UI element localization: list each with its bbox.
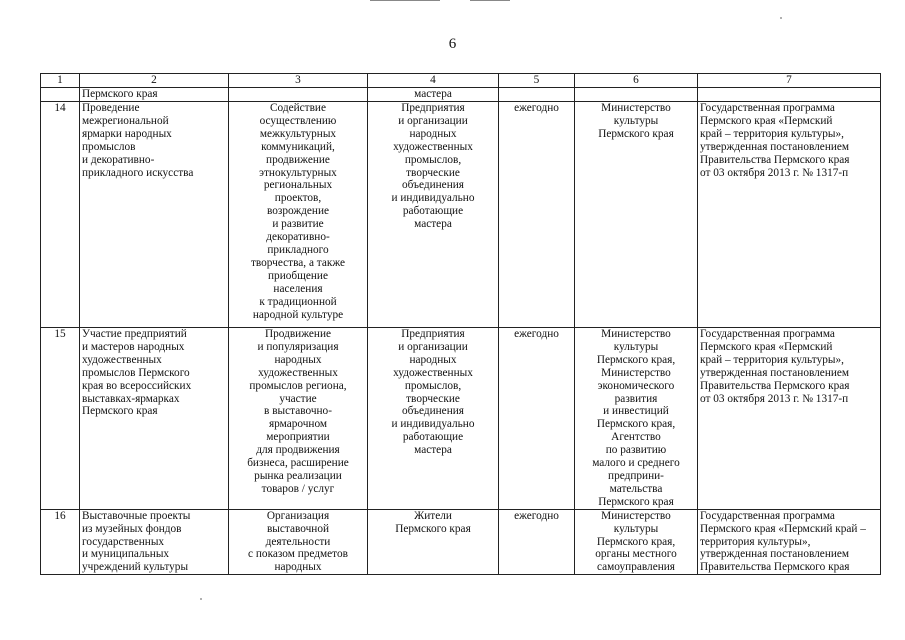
- event-participants: Предприятия и организации народных художественных промыслов, творческие объединения и индивидуально работающие мастера: [368, 328, 499, 510]
- continuation-row: [41, 88, 881, 102]
- continuation-cell: [229, 88, 368, 102]
- event-period: ежегодно: [499, 102, 575, 328]
- continuation-cell: [575, 88, 698, 102]
- scan-artifact-line: [370, 0, 440, 1]
- continuation-cell: [41, 88, 80, 102]
- scan-artifact-dot: [200, 598, 202, 600]
- table-row: [41, 102, 881, 328]
- event-name: Выставочные проекты из музейных фондов государственных и муниципальных учреждений культуры: [80, 509, 229, 575]
- header-row: [41, 74, 881, 88]
- event-participants: Жители Пермского края: [368, 509, 499, 575]
- event-period: ежегодно: [499, 328, 575, 510]
- header-cell: 1: [41, 74, 80, 88]
- continuation-cell: [499, 88, 575, 102]
- row-number: 15: [41, 328, 80, 510]
- continuation-cell: [698, 88, 881, 102]
- header-cell: 2: [80, 74, 229, 88]
- event-source: Государственная программа Пермского края «Пермский край – территория культуры», утвержденная постановлением Правительства Пермского края: [698, 509, 881, 575]
- events-table: [40, 73, 881, 575]
- header-cell: 5: [499, 74, 575, 88]
- row-number: 14: [41, 102, 80, 328]
- continuation-cell: Пермского края: [80, 88, 229, 102]
- continuation-cell: мастера: [368, 88, 499, 102]
- event-responsible: Министерство культуры Пермского края: [575, 102, 698, 328]
- event-name: Проведение межрегиональной ярмарки народных промыслов и декоративно- прикладного искусства: [80, 102, 229, 328]
- header-cell: 3: [229, 74, 368, 88]
- header-cell: 4: [368, 74, 499, 88]
- event-responsible: Министерство культуры Пермского края, Министерство экономического развития и инвестиций Пермского края, Агентство по развитию малого и среднего предприни- мательства Пермского края: [575, 328, 698, 510]
- event-responsible: Министерство культуры Пермского края, органы местного самоуправления: [575, 509, 698, 575]
- event-goal: Организация выставочной деятельности с показом предметов народных: [229, 509, 368, 575]
- event-goal: Продвижение и популяризация народных художественных промыслов региона, участие в выставочно- ярмарочном мероприятии для продвижения бизнеса, расширение рынка реализации товаров / услуг: [229, 328, 368, 510]
- scan-artifact-dot: [780, 17, 782, 19]
- scan-artifact-line: [470, 0, 510, 1]
- event-source: Государственная программа Пермского края «Пермский край – территория культуры», утвержденная постановлением Правительства Пермского края от 03 октября 2013 г. № 1317-п: [698, 102, 881, 328]
- event-goal: Содействие осуществлению межкультурных коммуникаций, продвижение этнокультурных региональных проектов, возрождение и развитие декоративно- прикладного творчества, а также приобщение населения к традиционной народной культуре: [229, 102, 368, 328]
- header-cell: 6: [575, 74, 698, 88]
- event-period: ежегодно: [499, 509, 575, 575]
- event-name: Участие предприятий и мастеров народных художественных промыслов Пермского края во всероссийских выставках-ярмарках Пермского края: [80, 328, 229, 510]
- table-row: [41, 509, 881, 575]
- event-participants: Предприятия и организации народных художественных промыслов, творческие объединения и индивидуально работающие мастера: [368, 102, 499, 328]
- row-number: 16: [41, 509, 80, 575]
- table-row: [41, 328, 881, 510]
- event-source: Государственная программа Пермского края «Пермский край – территория культуры», утвержденная постановлением Правительства Пермского края от 03 октября 2013 г. № 1317-п: [698, 328, 881, 510]
- header-cell: 7: [698, 74, 881, 88]
- page-number: 6: [448, 36, 457, 52]
